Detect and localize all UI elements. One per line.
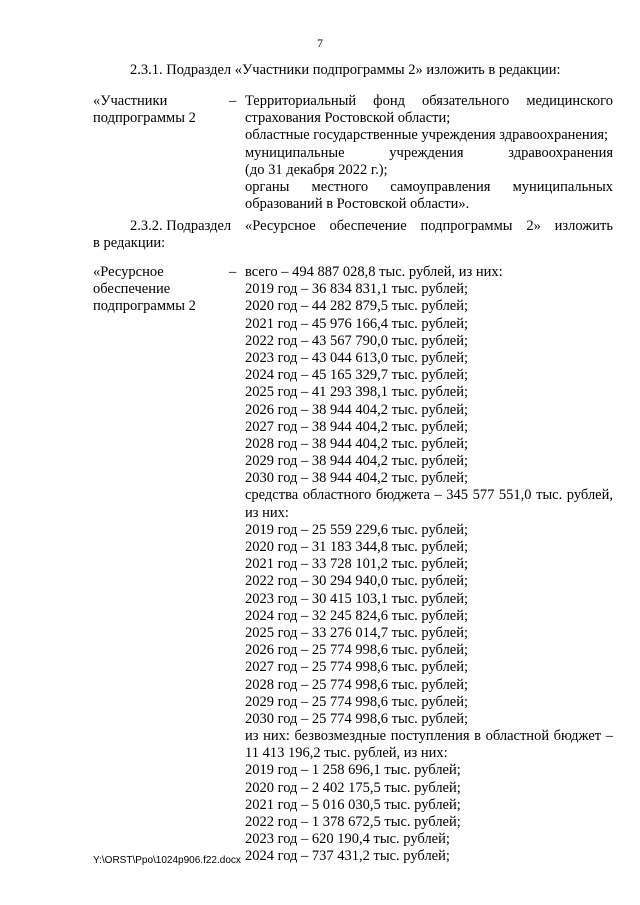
dash: – [229, 93, 237, 109]
dash: – [229, 264, 237, 280]
value-line: из них: безвозмездные поступления в областной бюджет – [245, 728, 613, 745]
value-line: 2025 год – 33 276 014,7 тыс. рублей; [245, 624, 469, 641]
value-line: областные государственные учреждения здравоохранения; [245, 127, 609, 144]
value-line: образований в Ростовской области». [245, 196, 470, 213]
heading-line: «Ресурсное обеспечение подпрограммы 2» изложить [245, 218, 613, 234]
value-line: 2019 год – 1 258 696,1 тыс. рублей; [245, 762, 461, 779]
participants-label [93, 93, 223, 127]
value-line: всего – 494 887 028,8 тыс. рублей, из них: [245, 264, 503, 280]
value-line: органы местного самоуправления муниципальных [245, 178, 613, 195]
label-line: подпрограммы 2 [93, 110, 196, 127]
value-line: муниципальные учреждения здравоохранения [245, 144, 613, 161]
value-line: 2023 год – 620 190,4 тыс. рублей; [245, 831, 450, 848]
value-line: 2022 год – 43 567 790,0 тыс. рублей; [245, 332, 469, 349]
value-line: 2023 год – 30 415 103,1 тыс. рублей; [245, 590, 469, 607]
page-number: 7 [317, 36, 323, 50]
value-line: 2026 год – 38 944 404,2 тыс. рублей; [245, 401, 469, 418]
value-line: 2026 год – 25 774 998,6 тыс. рублей; [245, 642, 469, 659]
label-line: «Участники [93, 93, 168, 109]
value-line: 2021 год – 33 728 101,2 тыс. рублей; [245, 556, 469, 573]
section-heading-2-3-2-left [93, 218, 233, 252]
value-line: 2021 год – 5 016 030,5 тыс. рублей; [245, 796, 461, 813]
value-line: 2029 год – 25 774 998,6 тыс. рублей; [245, 693, 469, 710]
value-line: 2028 год – 25 774 998,6 тыс. рублей; [245, 676, 469, 693]
file-path-footer: Y:\ORST\Ppo\1024p906.f22.docx [93, 855, 241, 866]
value-line: средства областного бюджета – 345 577 551,0 тыс. рублей, [245, 487, 613, 504]
heading-line: в редакции: [93, 235, 166, 252]
value-line: 2025 год – 41 293 398,1 тыс. рублей; [245, 384, 469, 401]
value-line: 2019 год – 25 559 229,6 тыс. рублей; [245, 521, 469, 538]
value-line: 2028 год – 38 944 404,2 тыс. рублей; [245, 435, 469, 452]
value-line: из них: [245, 504, 289, 521]
value-line: 2020 год – 44 282 879,5 тыс. рублей; [245, 298, 469, 315]
value-line: 2021 год – 45 976 166,4 тыс. рублей; [245, 315, 469, 332]
value-line: 2020 год – 31 183 344,8 тыс. рублей; [245, 539, 469, 555]
section-heading-2-3-2-right [245, 218, 613, 235]
value-line: (до 31 декабря 2022 г.); [245, 161, 388, 178]
value-line: 2029 год – 38 944 404,2 тыс. рублей; [245, 453, 469, 470]
value-line: Территориальный фонд обязательного медицинского [245, 93, 613, 109]
label-line: подпрограммы 2 [93, 298, 196, 315]
value-line: 2022 год – 1 378 672,5 тыс. рублей; [245, 814, 461, 830]
value-line: 2023 год – 43 044 613,0 тыс. рублей; [245, 349, 469, 366]
value-line: 2027 год – 38 944 404,2 тыс. рублей; [245, 418, 469, 435]
participants-value [245, 93, 613, 213]
section-heading-2-3-1: 2.3.1. Подраздел «Участники подпрограммы 2» изложить в редакции: [130, 62, 561, 78]
value-line: 2019 год – 36 834 831,1 тыс. рублей; [245, 281, 469, 298]
value-line: страхования Ростовской области; [245, 110, 451, 127]
value-line: 2030 год – 38 944 404,2 тыс. рублей; [245, 470, 469, 487]
value-line: 2024 год – 32 245 824,6 тыс. рублей; [245, 607, 469, 624]
value-line: 2027 год – 25 774 998,6 тыс. рублей; [245, 659, 469, 676]
label-line: обеспечение [93, 281, 171, 298]
heading-line: 2.3.2. Подраздел [130, 218, 232, 234]
value-line: 2020 год – 2 402 175,5 тыс. рублей; [245, 779, 461, 796]
resource-value [245, 264, 613, 866]
value-line: 11 413 196,2 тыс. рублей, из них: [245, 745, 448, 762]
label-line: «Ресурсное [93, 264, 164, 280]
resource-label [93, 264, 223, 316]
value-line: 2030 год – 25 774 998,6 тыс. рублей; [245, 710, 469, 727]
value-line: 2024 год – 45 165 329,7 тыс. рублей; [245, 367, 469, 384]
value-line: 2022 год – 30 294 940,0 тыс. рублей; [245, 573, 469, 590]
value-line: 2024 год – 737 431,2 тыс. рублей; [245, 848, 450, 865]
